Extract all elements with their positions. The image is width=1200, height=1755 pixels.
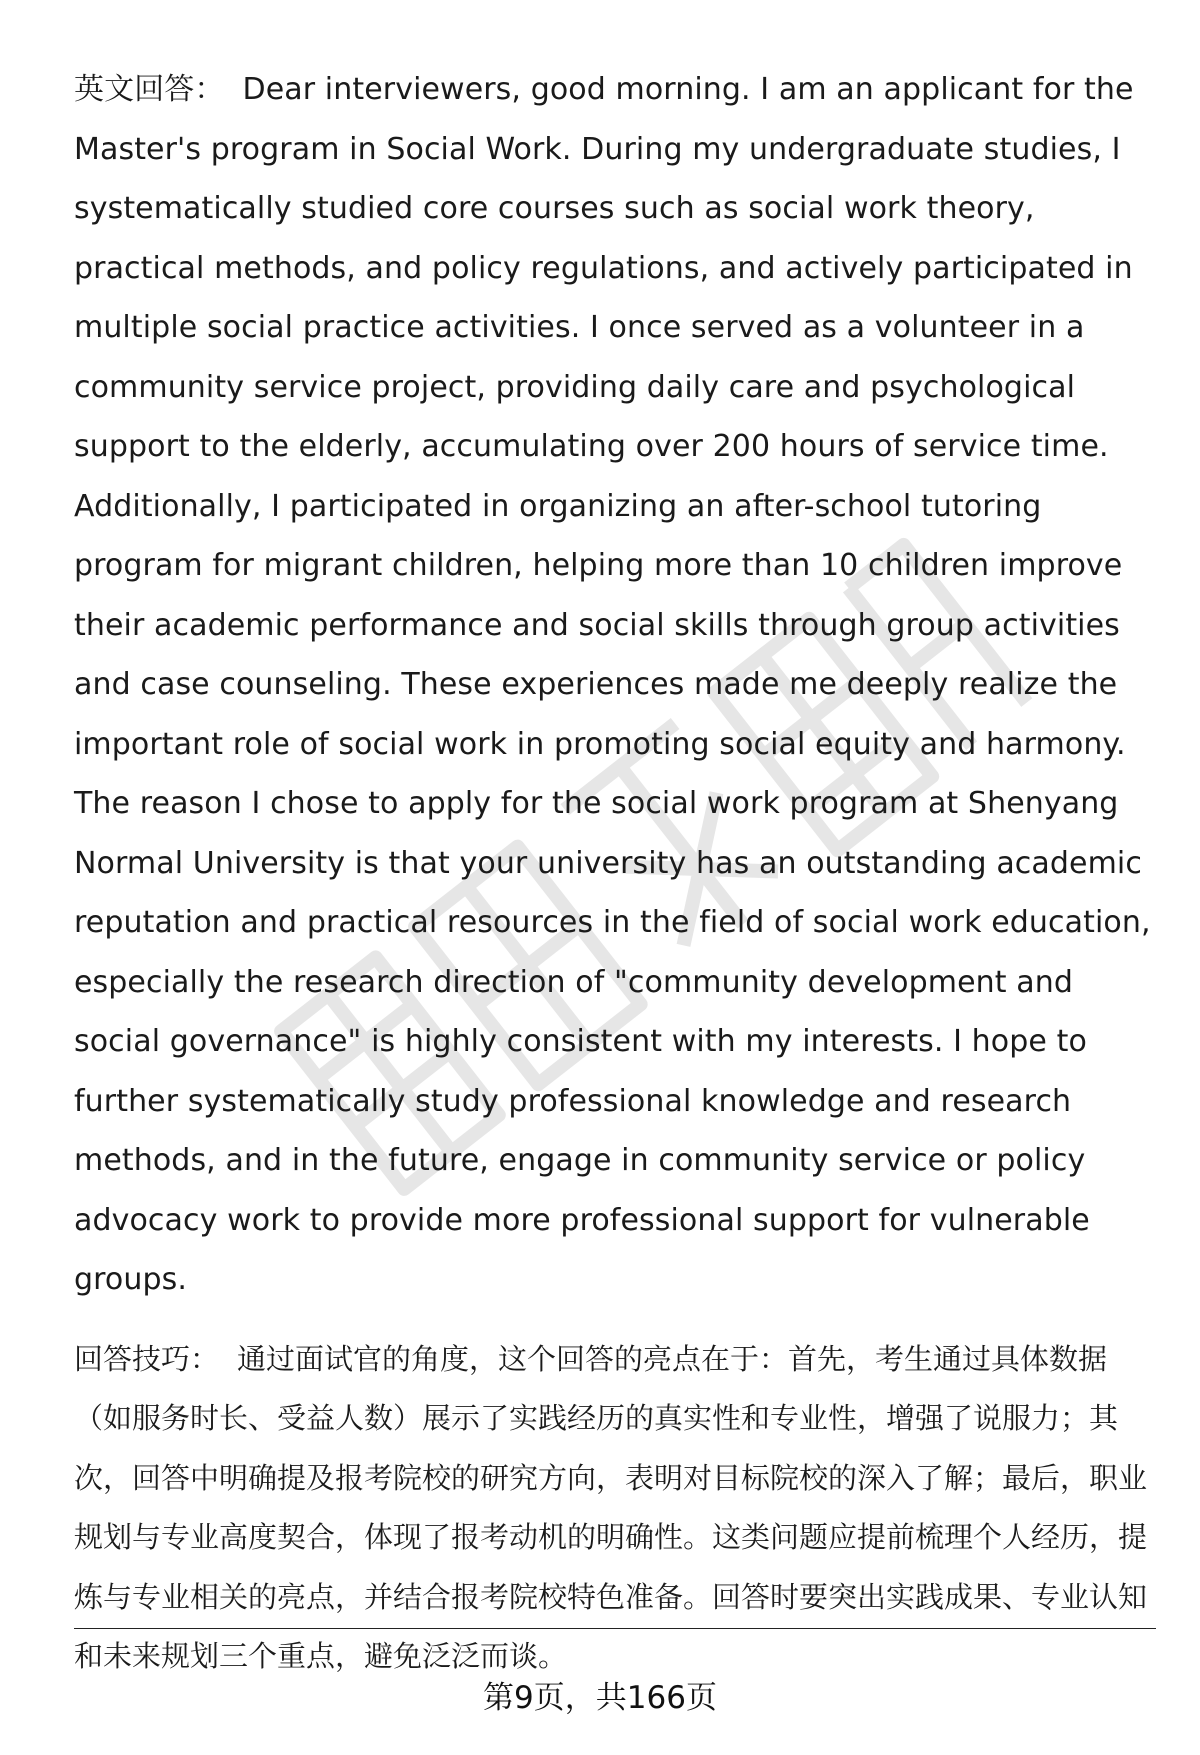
answer-tips-label: 回答技巧：: [74, 1341, 220, 1376]
page-indicator: 第9页，共166页: [483, 1680, 717, 1716]
answer-tips-paragraph: [74, 1330, 1156, 1687]
document-body: [74, 60, 1156, 1687]
english-answer-paragraph: [74, 60, 1156, 1310]
english-answer-label: 英文回答：: [74, 72, 225, 107]
answer-tips-text: 通过面试官的角度，这个回答的亮点在于：首先，考生通过具体数据（如服务时长、受益人数）展示了实践经历的真实性和专业性，增强了说服力；其次，回答中明确提及报考院校的研究方向，表明对目标院校的深入了解；最后，职业规划与专业高度契合，体现了报考动机的明确性。这类问题应提前梳理个人经历，提炼与专业相关的亮点，并结合报考院校特色准备。回答时要突出实践成果、专业认知和未来规划三个重点，避免泛泛而谈。: [74, 1341, 1148, 1673]
english-answer-text: Dear interviewers, good morning. I am an applicant for the Master's program in Social Work. During my undergraduate studies, I systematically studied core courses such as social work theory, practical methods, and policy regulations, and actively participated in multiple social practice activities. I once served as a volunteer in a community service project, providing daily care and psychological support to the elderly, accumulating over 200 hours of service time. Additionally, I participated in organizing an after-school tutoring program for migrant children, helping more than 10 children improve their academic performance and social skills through group activities and case counseling. These experiences made me deeply realize the important role of social work in promoting social equity and harmony. The reason I chose to apply for the social work program at Shenyang Normal University is that your university has an outstanding academic reputation and practical resources in the field of social work education, especially the research direction of "community development and social governance" is highly consistent with my interests. I hope to further systematically study professional knowledge and research methods, and in the future, engage in community service or policy advocacy work to provide more professional support for vulnerable groups.: [74, 72, 1151, 1297]
footer-divider: [74, 1628, 1156, 1629]
